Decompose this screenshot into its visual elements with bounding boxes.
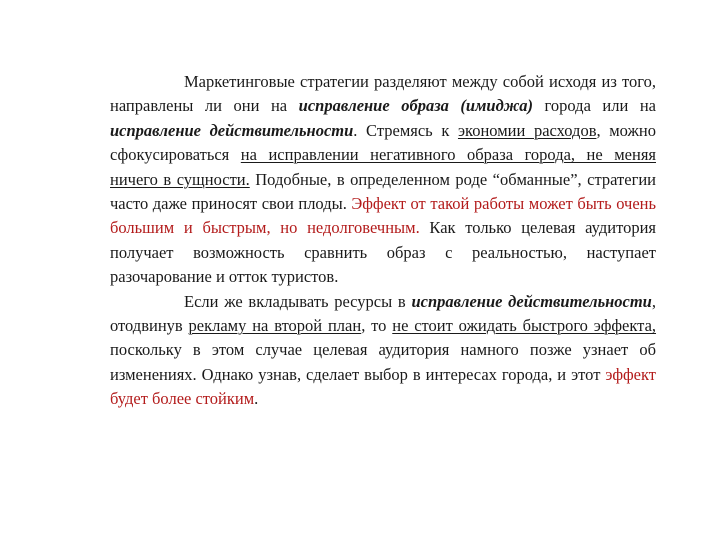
- p2-segment-1: Если же вкладывать ресурсы в: [184, 291, 412, 311]
- p2-segment-5: , то: [361, 316, 393, 336]
- paragraph-strategies: [110, 70, 656, 290]
- p1-reality-correction: исправление действительности: [110, 120, 354, 140]
- p2-segment-7: поскольку в этом случае целевая аудитория намного позже узнает об изменениях. Однако узнав, сделает выбор в интересах города, и этот: [110, 340, 656, 384]
- p2-ads-background: рекламу на второй план: [188, 316, 362, 336]
- p1-segment-7: , можно сфокусироваться: [110, 120, 656, 165]
- p1-segment-9: Подобные, в определенном роде “обманные”, стратегии часто даже приносят свои плоды.: [110, 169, 656, 214]
- p1-image-correction: исправление образа (имиджа): [298, 96, 533, 116]
- p2-segment-9: .: [254, 389, 259, 409]
- p1-segment-5: . Стремясь к: [353, 120, 458, 140]
- p2-segment-3: , отодвинув: [110, 291, 656, 336]
- p2-no-quick-effect: не стоит ожидать быстрого эффекта,: [392, 316, 657, 336]
- p1-negative-image-fix: на исправлении негативного образа города, не меняя ничего в сущности.: [110, 145, 656, 189]
- p1-segment-1: Маркетинговые стратегии разделяют между собой исходя из того, направлены ли они на: [110, 72, 656, 116]
- paragraph-investment: [110, 290, 656, 412]
- p1-cost-savings: экономии расходов: [457, 120, 597, 140]
- p1-effect-highlight: Эффект от такой работы может быть очень большим и быстрым, но недолговечным.: [110, 194, 656, 238]
- p2-lasting-effect: эффект будет более стойким: [110, 364, 656, 409]
- p1-segment-3: города или на: [533, 96, 657, 116]
- p1-segment-11: Как только целевая аудитория получает возможность сравнить образ с реальностью, наступает разочарование и отток туристов.: [110, 218, 656, 287]
- p2-reality-correction: исправление действительности: [411, 291, 652, 311]
- text-block: [110, 70, 656, 412]
